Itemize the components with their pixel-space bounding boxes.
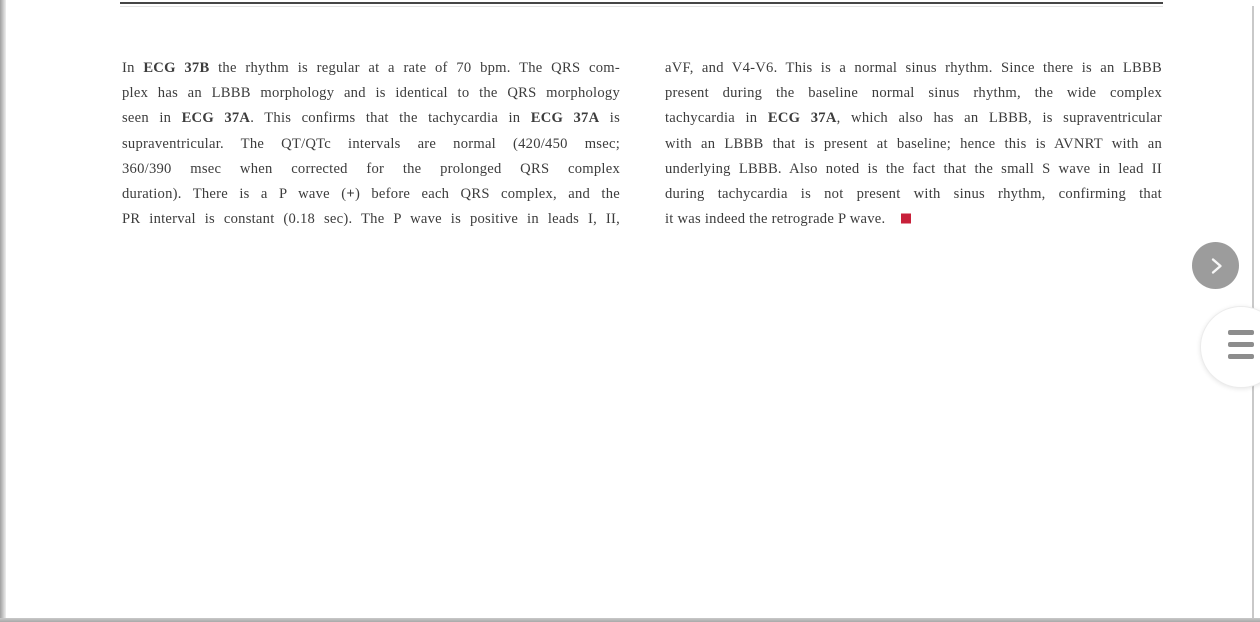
page-left-edge-shadow [0, 0, 6, 622]
page-bottom-edge-bar [0, 618, 1260, 622]
text-line: seen in ECG 37A. This confirms that the tachycardia in ECG 37A is [122, 110, 620, 127]
text-line: with an LBBB that is present at baseline; hence this is AVNRT with an [665, 135, 1162, 152]
text-column-right [665, 56, 1162, 232]
text-line: 360/390 msec when corrected for the prolonged QRS complex [122, 160, 620, 177]
text-line: PR interval is constant (0.18 sec). The P wave is positive in leads I, II, [122, 211, 620, 228]
text-line: plex has an LBBB morphology and is identical to the QRS morphology [122, 85, 620, 102]
next-page-button[interactable] [1192, 242, 1239, 289]
header-rule [120, 2, 1163, 4]
text-column-left [122, 56, 620, 232]
end-of-article-square [901, 214, 911, 224]
text-line: present during the baseline normal sinus rhythm, the wide complex [665, 85, 1162, 102]
text-line: it was indeed the retrograde P wave. [665, 207, 1162, 232]
text-line: In ECG 37B the rhythm is regular at a rate of 70 bpm. The QRS com- [122, 60, 620, 76]
text-line: underlying LBBB. Also noted is the fact that the small S wave in lead II [665, 160, 1162, 177]
text-line: tachycardia in ECG 37A, which also has an LBBB, is supraventricular [665, 110, 1162, 127]
menu-button[interactable] [1200, 306, 1260, 388]
text-line: duration). There is a P wave (+) before each QRS complex, and the [122, 185, 620, 202]
text-line: supraventricular. The QT/QTc intervals are normal (420/450 msec; [122, 135, 620, 152]
chevron-right-icon [1205, 255, 1227, 277]
text-line: during tachycardia is not present with sinus rhythm, confirming that [665, 185, 1162, 202]
text-line: aVF, and V4-V6. This is a normal sinus rhythm. Since there is an LBBB [665, 60, 1162, 76]
header-rule-shadow [120, 6, 1163, 7]
hamburger-icon [1228, 330, 1254, 364]
